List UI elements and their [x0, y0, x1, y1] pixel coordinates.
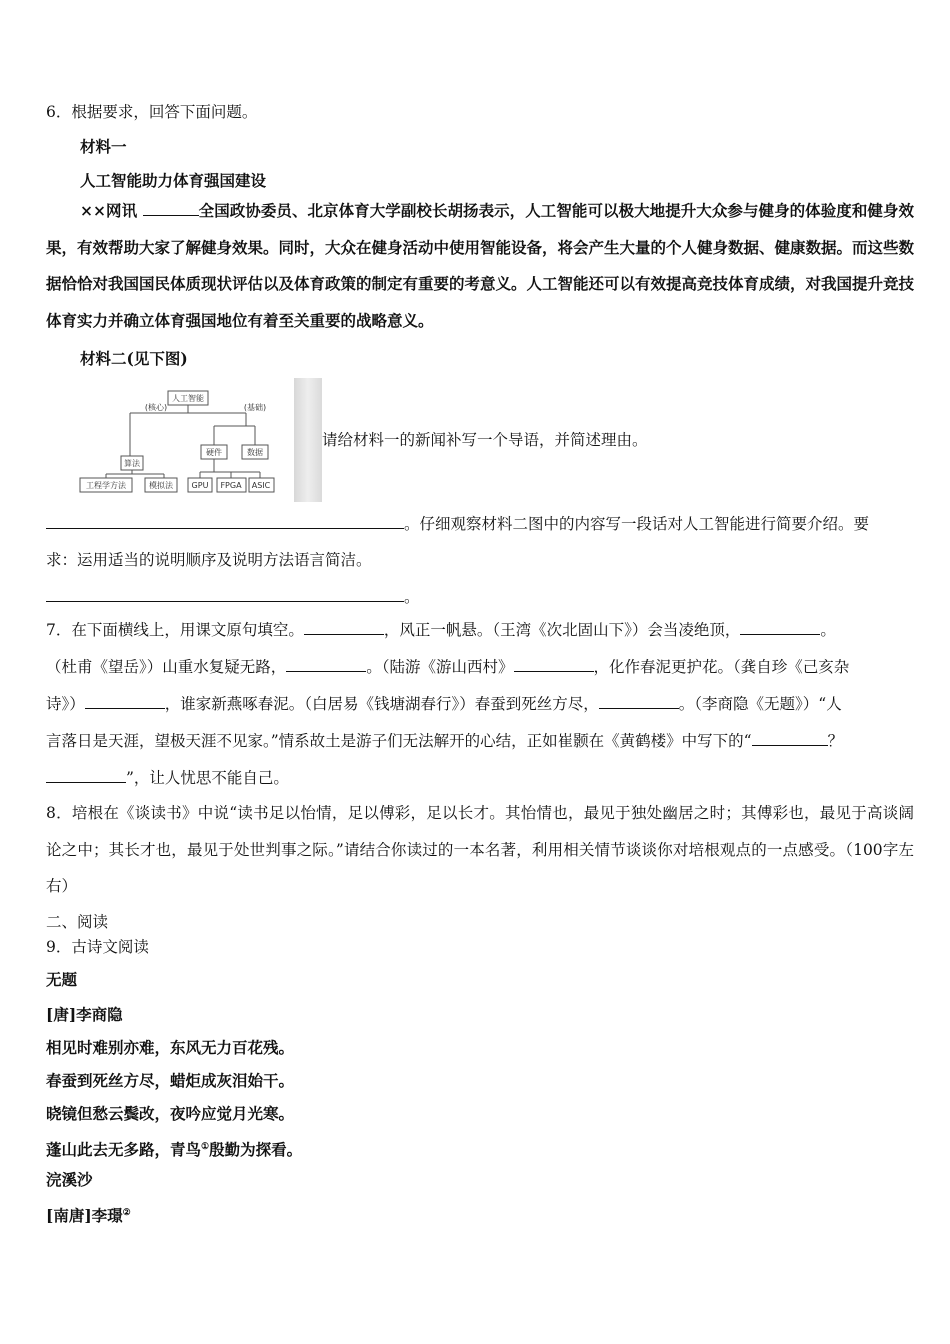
material-two-label: 材料二(见下图)	[80, 349, 188, 368]
q7-blank-4[interactable]	[514, 655, 594, 672]
material-one-body	[46, 193, 914, 339]
answer-blank-2[interactable]	[46, 585, 404, 602]
poem1-line-3: 晓镜但愁云鬓改，夜吟应觉月光寒。	[46, 1104, 295, 1123]
diagram-base-tag: (基础)	[243, 403, 267, 412]
diagram-data: 数据	[247, 448, 263, 457]
q7-text-12: ”，让人忧思不能自己。	[126, 769, 289, 787]
section-two-heading: 二、阅读	[46, 913, 109, 931]
q7-text-4: （杜甫《望岳》）山重水复疑无路，	[46, 658, 287, 676]
diagram-lines	[74, 378, 296, 502]
ai-structure-diagram	[74, 378, 322, 502]
note-marker-1: ①	[201, 1142, 210, 1152]
diagram-leaf1: 工程学方法	[86, 481, 126, 490]
q7-text-11: ？	[827, 732, 844, 750]
end-mark: 。	[404, 588, 420, 606]
q7-blank-1[interactable]	[304, 618, 384, 635]
answer-blank-1[interactable]	[46, 512, 404, 529]
diagram-leaf2: 模拟法	[149, 481, 173, 490]
q8-text: 8．培根在《谈读书》中说“读书足以怡情，足以傅彩，足以长才。其怡情也，最见于独处幽居之时；其傅彩也，最见于高谈阔论之中；其长才也，最见于处世判事之际。”请结合你读过的一本名著，利用相关情节谈谈你对培根观点的一点感受。（100字左右）	[46, 804, 914, 895]
poem1-line-4	[46, 1136, 302, 1161]
q7-text-1: 7．在下面横线上，用课文原句填空。	[46, 621, 304, 639]
q7-blank-3[interactable]	[286, 655, 366, 672]
q7-text-7: 诗》）	[46, 695, 85, 713]
diagram-fpga: FPGA	[220, 481, 242, 490]
q7-line-4	[46, 729, 843, 752]
task-two-answer	[46, 585, 420, 608]
poem1-author: [唐]李商隐	[46, 1005, 123, 1024]
diagram-hardware: 硬件	[206, 448, 222, 457]
poem1-line-2: 春蚕到死丝方尽，蜡炬成灰泪始干。	[46, 1071, 295, 1090]
q6-title: 6．根据要求，回答下面问题。	[46, 103, 258, 121]
q7-text-9: 。（李商隐《无题》）“人	[678, 695, 842, 713]
q7-text-5: 。（陆游《游山西村》	[366, 658, 514, 676]
diagram-asic: ASIC	[251, 481, 271, 490]
q7-blank-6[interactable]	[599, 692, 679, 709]
poem1-title: 无题	[46, 970, 78, 989]
q7-blank-8[interactable]	[46, 766, 126, 783]
task-one: 请给材料一的新闻补写一个导语，并简述理由。	[322, 431, 648, 449]
diagram-algo: 算法	[124, 459, 140, 468]
q7-line-1	[46, 618, 836, 641]
note-marker-2: ②	[122, 1208, 131, 1218]
news-source: ××网讯	[80, 201, 138, 220]
q7-line-2	[46, 655, 849, 678]
q7-blank-2[interactable]	[740, 618, 820, 635]
news-body: 全国政协委员、北京体育大学副校长胡扬表示，人工智能可以极大地提升大众参与健身的体验度和健身效果，有效帮助大家了解健身效果。同时，大众在健身活动中使用智能设备，将会产生大量的个人健身数据、健康数据。而这些数据恰恰对我国国民体质现状评估以及体育政策的制定有重要的考意义。人工智能还可以有效提高竞技体育成绩，对我国提升竞技体育实力并确立体育强国地位有着至关重要的战略意义。	[46, 201, 915, 330]
material-one-heading: 人工智能助力体育强国建设	[80, 171, 267, 190]
poem2-author	[46, 1202, 131, 1227]
q7-text-8: ，谁家新燕啄春泥。（白居易《钱塘湖春行》）春蚕到死丝方尽，	[164, 695, 599, 713]
poem1-line-4b: 殷勤为探看。	[209, 1140, 303, 1160]
q7-line-5	[46, 766, 289, 789]
q7-blank-7[interactable]	[752, 729, 828, 746]
q7-text-3: 。	[820, 621, 836, 639]
diagram-gpu: GPU	[191, 481, 209, 490]
q7-text-2: ，风正一帆悬。（王湾《次北固山下》）会当凌绝顶，	[383, 621, 741, 639]
lead-blank[interactable]	[143, 199, 199, 216]
material-one-label: 材料一	[80, 137, 127, 156]
q7-blank-5[interactable]	[85, 692, 165, 709]
diagram-scan-shadow	[294, 378, 322, 502]
diagram-root: 人工智能	[172, 394, 204, 403]
task-two-line	[46, 512, 869, 535]
task-two-text: 。仔细观察材料二图中的内容写一段话对人工智能进行简要介绍。要	[404, 515, 870, 533]
q7-line-3	[46, 692, 842, 715]
task-two-requirement: 求：运用适当的说明顺序及说明方法语言简洁。	[46, 551, 372, 569]
q7-text-10: 言落日是天涯，望极天涯不见家。”情系故土是游子们无法解开的心结，正如崔颢在《黄鹤楼》中写下的“	[46, 732, 752, 750]
q9-title: 9．古诗文阅读	[46, 938, 149, 956]
poem1-line-1: 相见时难别亦难，东风无力百花残。	[46, 1038, 295, 1057]
poem2-author-name: [南唐]李璟	[46, 1206, 123, 1226]
diagram-core-tag: (核心)	[144, 403, 168, 412]
q7-text-6: ，化作春泥更护花。（龚自珍《己亥杂	[593, 658, 850, 676]
poem2-title: 浣溪沙	[46, 1170, 93, 1189]
poem1-line-4a: 蓬山此去无多路，青鸟	[46, 1140, 202, 1160]
